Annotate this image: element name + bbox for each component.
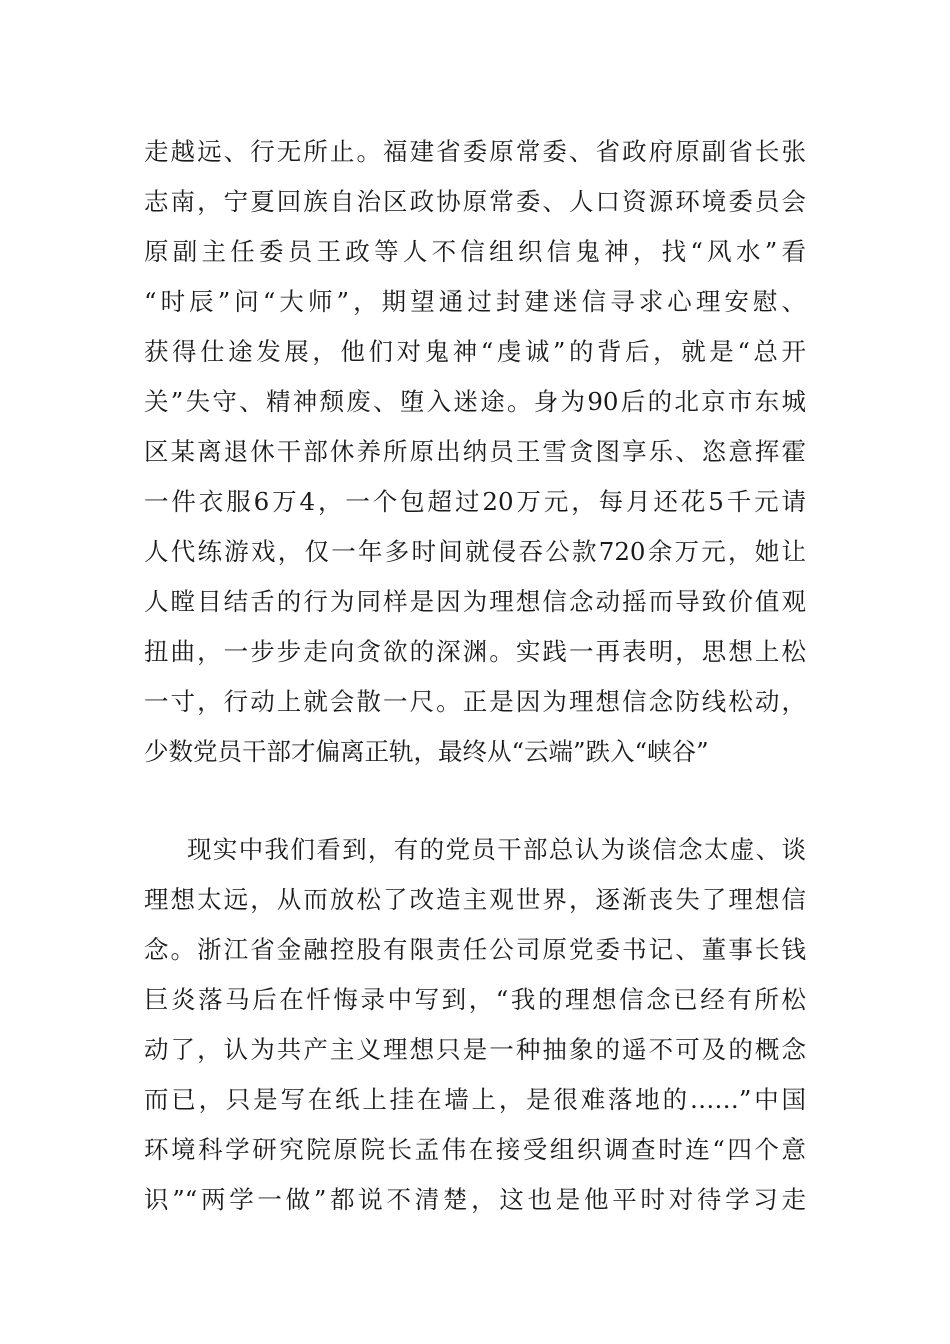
text-line: 走越远、行无所止。福建省委原常委、省政府原副省长张: [144, 137, 806, 166]
text-line: 环境科学研究院原院长孟伟在接受组织调查时连“四个意: [144, 1135, 806, 1164]
text-line: 识”“两学一做”都说不清楚，这也是他平时对待学习走: [144, 1185, 806, 1214]
text-line: 巨炎落马后在忏悔录中写到，“我的理想信念已经有所松: [144, 985, 806, 1014]
text-line: 志南，宁夏回族自治区政协原常委、人口资源环境委员会: [144, 187, 806, 216]
text-line: 一件衣服6万4，一个包超过20万元，每月还花5千元请: [144, 487, 806, 516]
text-line: 一寸，行动上就会散一尺。正是因为理想信念防线松动，: [144, 687, 806, 716]
text-line: 获得仕途发展，他们对鬼神“虔诚”的背后，就是“总开: [144, 337, 806, 366]
text-line: 现实中我们看到，有的党员干部总认为谈信念太虚、谈: [187, 835, 806, 864]
text-line: 扭曲，一步步走向贪欲的深渊。实践一再表明，思想上松: [144, 637, 806, 666]
text-line: 人瞠目结舌的行为同样是因为理想信念动摇而导致价值观: [144, 587, 806, 616]
text-line: 人代练游戏，仅一年多时间就侵吞公款720余万元，她让: [144, 537, 806, 566]
text-line: 而已，只是写在纸上挂在墙上，是很难落地的……”中国: [144, 1085, 806, 1114]
text-line: 区某离退休干部休养所原出纳员王雪贪图享乐、恣意挥霍: [144, 437, 806, 466]
text-line: 关”失守、精神颓废、堕入迷途。身为90后的北京市东城: [144, 387, 806, 416]
text-line: “时辰”问“大师”，期望通过封建迷信寻求心理安慰、: [144, 287, 806, 316]
text-line: 理想太远，从而放松了改造主观世界，逐渐丧失了理想信: [144, 885, 806, 914]
text-line: 念。浙江省金融控股有限责任公司原党委书记、董事长钱: [144, 935, 806, 964]
text-line: 动了，认为共产主义理想只是一种抽象的遥不可及的概念: [144, 1035, 806, 1064]
text-line: 少数党员干部才偏离正轨，最终从“云端”跌入“峡谷”: [144, 737, 709, 766]
text-line: 原副主任委员王政等人不信组织信鬼神，找“风水”看: [144, 237, 806, 266]
